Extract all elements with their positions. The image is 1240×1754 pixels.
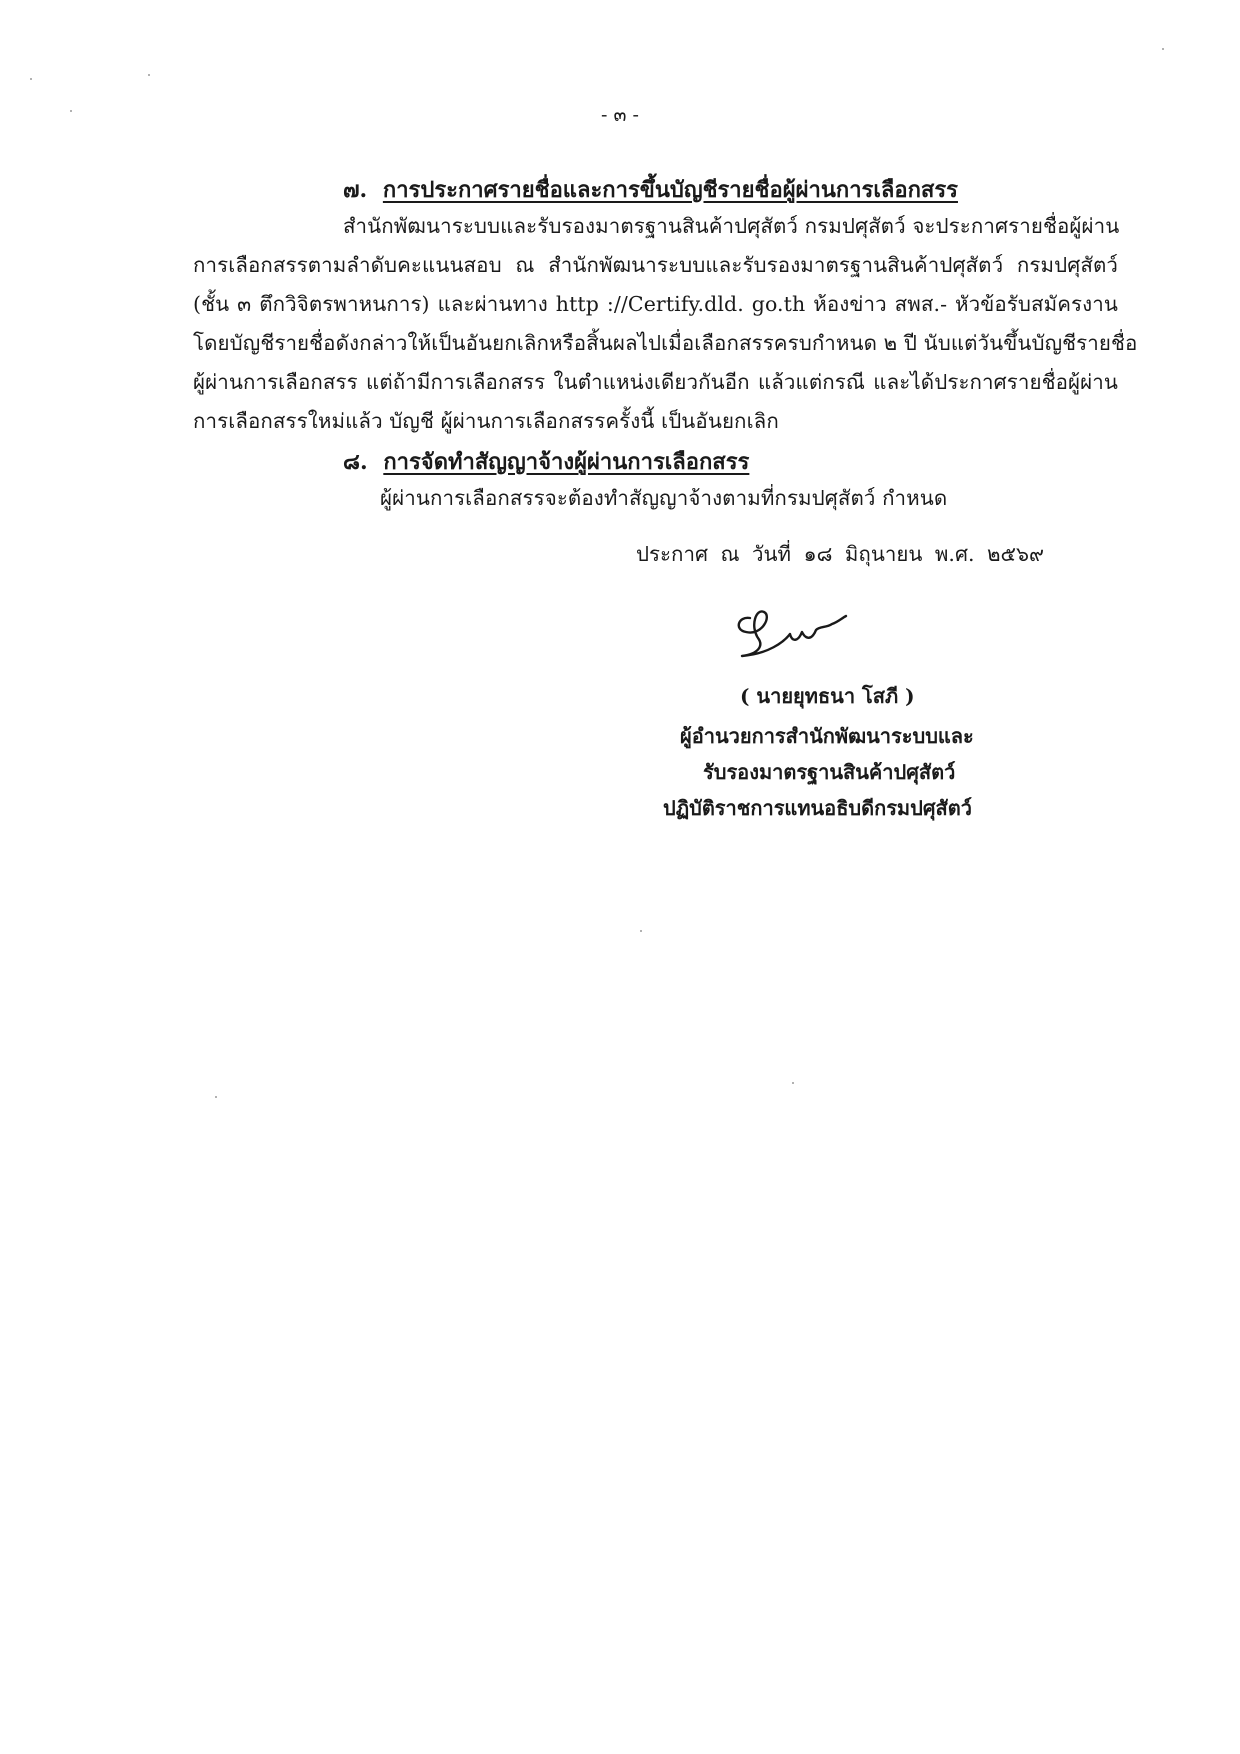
section-7-line-2: การเลือกสรรตามลำดับคะแนนสอบ ณ สำนักพัฒนาระบบและรับรองมาตรฐานสินค้าปศุสัตว์ กรมปศุสัตว์ xyxy=(193,253,1118,277)
section-8-heading xyxy=(343,444,749,479)
signer-position-line-1: ผู้อำนวยการสำนักพัฒนาระบบและ xyxy=(680,724,974,748)
section-7-line-6: การเลือกสรรใหม่แล้ว บัญชี ผู้ผ่านการเลือกสรรครั้งนี้ เป็นอันยกเลิก xyxy=(193,409,779,433)
section-7-line-5: ผู้ผ่านการเลือกสรร แต่ถ้ามีการเลือกสรร ในตำแหน่งเดียวกันอีก แล้วแต่กรณี และได้ประกาศรายชื่อผู้ผ่าน xyxy=(193,370,1118,394)
signer-position-line-2: รับรองมาตรฐานสินค้าปศุสัตว์ xyxy=(703,760,956,784)
section-7-heading xyxy=(343,172,958,207)
signer-name: ( นายยุทธนา โสภี ) xyxy=(740,684,915,708)
section-8-line-1: ผู้ผ่านการเลือกสรรจะต้องทำสัญญาจ้างตามที่กรมปศุสัตว์ กำหนด xyxy=(380,486,948,510)
section-8-title: การจัดทำสัญญาจ้างผู้ผ่านการเลือกสรร xyxy=(383,449,750,475)
scan-speck xyxy=(1162,48,1164,50)
section-8-number: ๘. xyxy=(343,449,368,475)
scan-speck xyxy=(792,1082,794,1084)
section-7-line-4: โดยบัญชีรายชื่อดังกล่าวให้เป็นอันยกเลิกหรือสิ้นผลไปเมื่อเลือกสรรครบกำหนด ๒ ปี นับแต่วันขึ้นบัญชีรายชื่อ xyxy=(193,331,1138,355)
scan-speck xyxy=(215,1096,217,1098)
scan-speck xyxy=(640,930,642,932)
section-7-number: ๗. xyxy=(343,177,368,203)
section-7-line-3: (ชั้น ๓ ตึกวิจิตรพาหนการ) และผ่านทาง http ://Certify.dld. go.th ห้องข่าว สพส.- หัวข้อรับสมัครงาน xyxy=(193,292,1118,316)
page-number: - ๓ - xyxy=(601,104,639,126)
scan-speck xyxy=(148,74,150,76)
signer-position-line-3: ปฏิบัติราชการแทนอธิบดีกรมปศุสัตว์ xyxy=(663,796,972,820)
section-7-title: การประกาศรายชื่อและการขึ้นบัญชีรายชื่อผู้ผ่านการเลือกสรร xyxy=(382,177,958,203)
announcement-date: ประกาศ ณ วันที่ ๑๘ มิถุนายน พ.ศ. ๒๕๖๙ xyxy=(636,542,1045,566)
section-7-line-1: สำนักพัฒนาระบบและรับรองมาตรฐานสินค้าปศุสัตว์ กรมปศุสัตว์ จะประกาศรายชื่อผู้ผ่าน xyxy=(343,214,1120,238)
scan-speck xyxy=(30,78,32,80)
handwritten-signature xyxy=(728,596,858,666)
scan-speck xyxy=(70,110,72,112)
